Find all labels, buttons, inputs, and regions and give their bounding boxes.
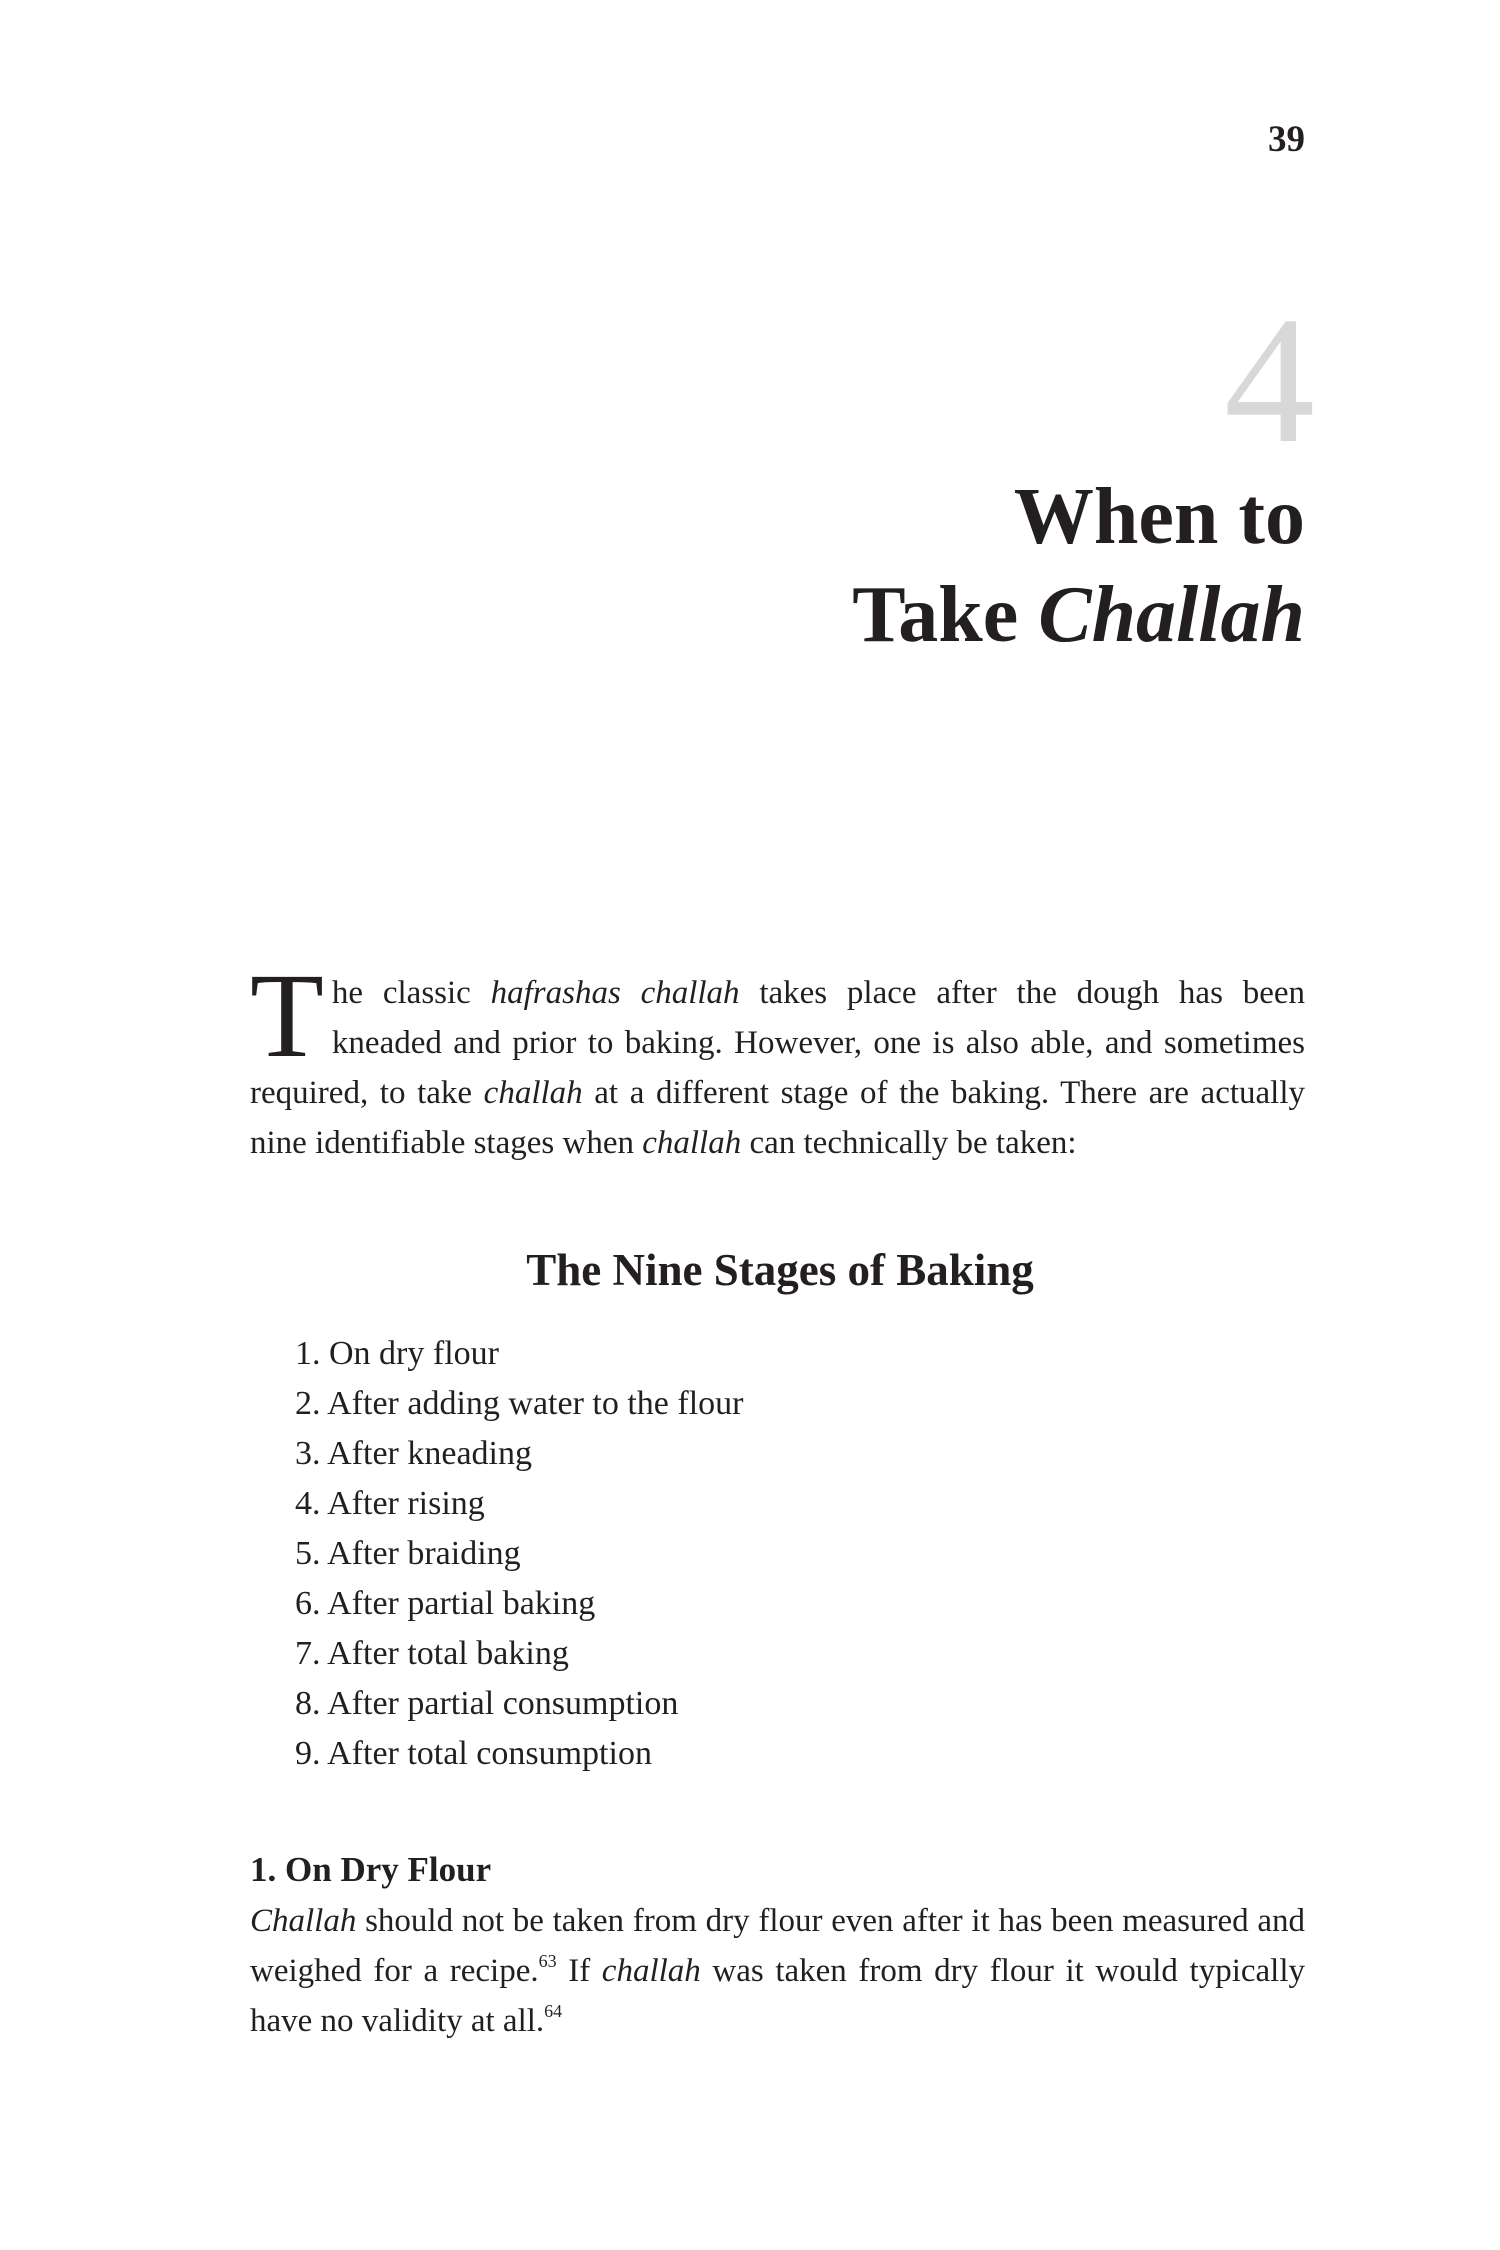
list-item: 2. After adding water to the flour: [295, 1385, 744, 1422]
drop-cap: T: [250, 949, 324, 1083]
chapter-title-italic: Challah: [1038, 571, 1305, 659]
stages-heading: The Nine Stages of Baking: [526, 1245, 1034, 1295]
stages-list: [295, 1329, 743, 1779]
section-text-2: If: [556, 1953, 602, 1989]
intro-term-hafrashas: hafrashas challah: [490, 975, 740, 1011]
list-item: 8. After partial consumption: [295, 1685, 679, 1722]
section-text-3: was taken from dry flour it would typically have no validity at all.: [250, 1953, 1305, 2039]
intro-term-challah-2: challah: [642, 1125, 742, 1161]
intro-paragraph: [250, 949, 1305, 1168]
section-term-challah-2: challah: [601, 1953, 701, 1989]
section-text-1: should not be taken from dry flour even after it has been measured and weighed for a recipe.: [250, 1903, 1305, 1989]
list-item: 1. On dry flour: [295, 1335, 499, 1372]
intro-text-1: he classic: [331, 975, 491, 1011]
intro-text-3: at a different stage of the baking. There are actually nine identifiable stages when: [250, 1075, 1305, 1161]
list-item: 6. After partial baking: [295, 1585, 596, 1622]
list-item: 5. After braiding: [295, 1535, 521, 1572]
intro-text-2: takes place after the dough has been kneaded and prior to baking. However, one is also able, and sometimes required, to take: [250, 975, 1305, 1111]
chapter-title-line1: When to: [1013, 473, 1305, 561]
section-term-challah-1: Challah: [250, 1903, 357, 1939]
chapter-number: 4: [1224, 280, 1315, 481]
list-item: 7. After total baking: [295, 1635, 569, 1672]
footnote-ref-63[interactable]: 63: [538, 1951, 557, 1971]
section-paragraph: [250, 1896, 1305, 2046]
intro-text-4: can technically be taken:: [741, 1125, 1077, 1161]
footnote-ref-64[interactable]: 64: [544, 2001, 563, 2021]
chapter-title-plain: Take: [852, 571, 1039, 659]
list-item: 4. After rising: [295, 1485, 485, 1522]
chapter-title-line2: [852, 566, 1305, 664]
section-heading: 1. On Dry Flour: [250, 1850, 492, 1889]
page-number: 39: [1268, 119, 1305, 160]
intro-term-challah-1: challah: [483, 1075, 583, 1111]
chapter-title: [852, 468, 1305, 664]
list-item: 9. After total consumption: [295, 1735, 652, 1772]
list-item: 3. After kneading: [295, 1435, 532, 1472]
